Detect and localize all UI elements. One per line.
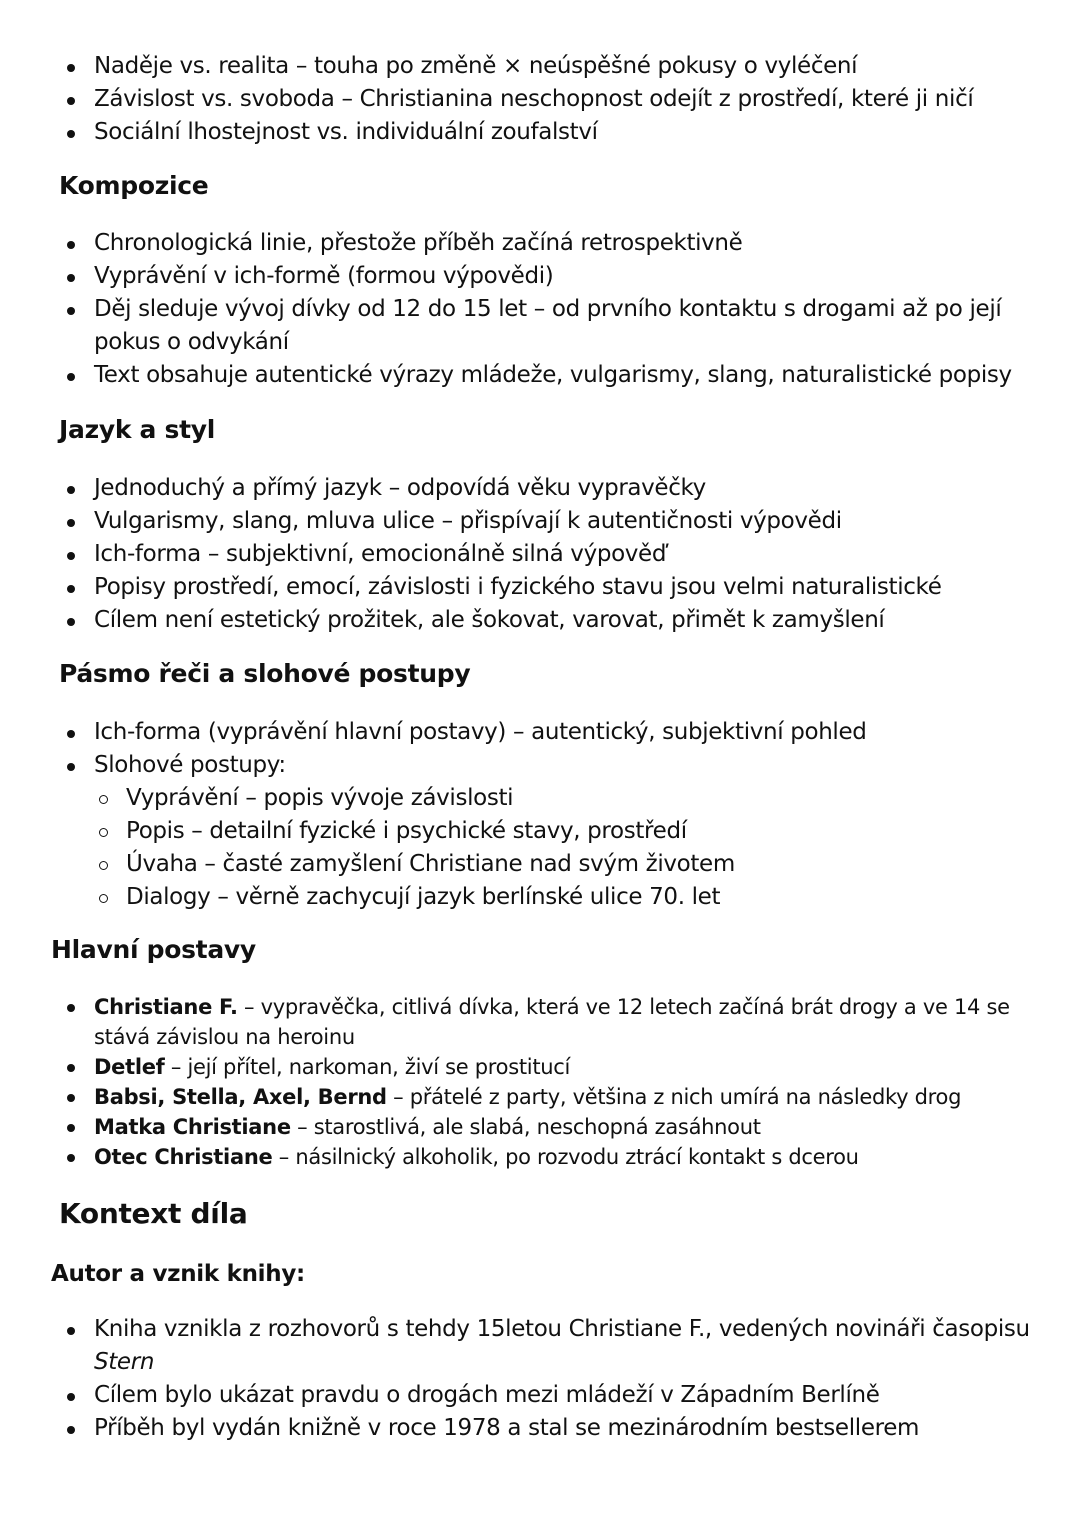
list-item: Děj sleduje vývoj dívky od 12 do 15 let – od prvního kontaktu s drogami až po její pokus o odvykání <box>0 293 1080 359</box>
subheading-autor: Autor a vznik knihy: <box>51 1261 305 1287</box>
character-name: Detlef <box>94 1055 165 1079</box>
character-item <box>0 992 1080 1052</box>
character-desc: – přátelé z party, většina z nich umírá na následky drog <box>386 1085 962 1109</box>
motifs-list <box>0 50 1080 149</box>
list-item: Vyprávění v ich-formě (formou výpovědi) <box>0 260 1080 293</box>
list-item: Ich-forma – subjektivní, emocionálně silná výpověď <box>0 538 1080 571</box>
list-item-text: Kniha vznikla z rozhovorů s tehdy 15letou Christiane F., vedených novináři časopisu <box>94 1316 1030 1342</box>
character-item <box>0 1142 1080 1172</box>
sub-list-item: Dialogy – věrně zachycují jazyk berlínské ulice 70. let <box>0 881 1080 914</box>
section-heading-jazyk: Jazyk a styl <box>59 415 216 444</box>
list-item: Slohové postupy: <box>0 749 1080 782</box>
list-item: Příběh byl vydán knižně v roce 1978 a stal se mezinárodním bestsellerem <box>0 1412 1080 1445</box>
character-item <box>0 1082 1080 1112</box>
magazine-name: Stern <box>94 1349 155 1375</box>
list-item: Vulgarismy, slang, mluva ulice – přispívají k autentičnosti výpovědi <box>0 505 1080 538</box>
character-item <box>0 1052 1080 1082</box>
character-name: Matka Christiane <box>94 1115 291 1139</box>
section-heading-kontext: Kontext díla <box>59 1197 248 1230</box>
list-item: Jednoduchý a přímý jazyk – odpovídá věku vypravěčky <box>0 472 1080 505</box>
postavy-list <box>0 992 1080 1172</box>
character-name: Otec Christiane <box>94 1145 273 1169</box>
character-name: Babsi, Stella, Axel, Bernd <box>94 1085 387 1109</box>
list-item: Cílem není estetický prožitek, ale šokovat, varovat, přimět k zamyšlení <box>0 604 1080 637</box>
section-heading-kompozice: Kompozice <box>59 171 209 200</box>
jazyk-list <box>0 472 1080 637</box>
kompozice-list <box>0 227 1080 392</box>
character-desc: – násilnický alkoholik, po rozvodu ztrácí kontakt s dcerou <box>272 1145 859 1169</box>
section-heading-postavy: Hlavní postavy <box>51 935 256 964</box>
list-item: Popisy prostředí, emocí, závislosti i fyzického stavu jsou velmi naturalistické <box>0 571 1080 604</box>
character-desc: – starostlivá, ale slabá, neschopná zasáhnout <box>290 1115 761 1139</box>
sub-list-item: Popis – detailní fyzické i psychické stavy, prostředí <box>0 815 1080 848</box>
kontext-list <box>0 1313 1080 1445</box>
list-item: Cílem bylo ukázat pravdu o drogách mezi mládeží v Západním Berlíně <box>0 1379 1080 1412</box>
list-item <box>0 1313 1080 1379</box>
list-item: Text obsahuje autentické výrazy mládeže, vulgarismy, slang, naturalistické popisy <box>0 359 1080 392</box>
list-item: Ich-forma (vyprávění hlavní postavy) – autentický, subjektivní pohled <box>0 716 1080 749</box>
character-desc: – vypravěčka, citlivá dívka, která ve 12 letech začíná brát drogy a ve 14 se stává závislou na heroinu <box>94 995 1010 1049</box>
list-item: Naděje vs. realita – touha po změně × neúspěšné pokusy o vyléčení <box>0 50 1080 83</box>
list-item: Sociální lhostejnost vs. individuální zoufalství <box>0 116 1080 149</box>
list-item: Chronologická linie, přestože příběh začíná retrospektivně <box>0 227 1080 260</box>
character-name: Christiane F. <box>94 995 238 1019</box>
list-item: Závislost vs. svoboda – Christianina neschopnost odejít z prostředí, které ji ničí <box>0 83 1080 116</box>
sub-list-item: Vyprávění – popis vývoje závislosti <box>0 782 1080 815</box>
character-desc: – její přítel, narkoman, živí se prostitucí <box>164 1055 571 1079</box>
character-item <box>0 1112 1080 1142</box>
sub-list-item: Úvaha – časté zamyšlení Christiane nad svým životem <box>0 848 1080 881</box>
section-heading-pasmo: Pásmo řeči a slohové postupy <box>59 659 471 688</box>
pasmo-list <box>0 716 1080 914</box>
